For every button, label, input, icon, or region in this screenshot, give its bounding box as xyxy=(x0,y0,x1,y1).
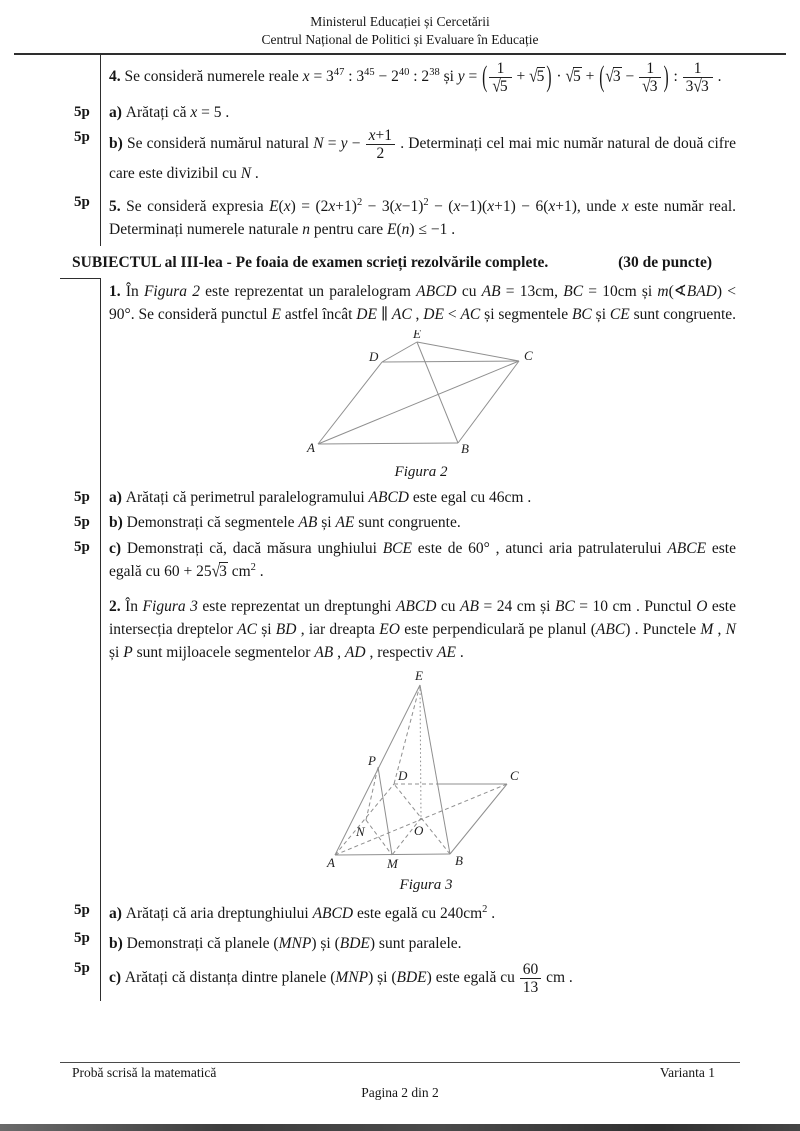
item-4b-row xyxy=(60,125,740,190)
edge-AB xyxy=(335,854,450,855)
points-label xyxy=(60,666,100,898)
figure-3-caption: Figura 3 xyxy=(399,877,453,893)
subject3-points: (30 de puncte) xyxy=(618,254,712,271)
item-2c-row xyxy=(60,956,740,1001)
edge-EC xyxy=(417,342,519,361)
vertex-label-D: D xyxy=(398,768,408,783)
edge-EO xyxy=(420,685,421,818)
item-2b-row xyxy=(60,926,740,956)
edge-NP xyxy=(366,767,378,820)
edge-NM xyxy=(366,820,392,855)
footer-exam-name: Probă scrisă la matematică xyxy=(72,1065,217,1080)
edge-BE xyxy=(420,685,450,854)
edge-AD xyxy=(335,784,394,855)
item-1c-text: c) Demonstrați că, dacă măsura unghiului BCE este de 60° , atunci aria patrulaterului ABCE este egală cu 60 + 25√3 $cm^2$ . xyxy=(100,535,740,588)
subject3-heading xyxy=(60,253,740,273)
figure-2-caption: Figura 2 xyxy=(394,464,448,480)
points-label: 5p xyxy=(74,902,90,918)
vertex-label-E: E xyxy=(413,330,421,341)
ministry-line: Ministerul Educației și Cercetării xyxy=(310,14,490,29)
points-label: 5p xyxy=(74,514,90,530)
edge-BC xyxy=(450,784,507,854)
points-label: 5p xyxy=(74,930,90,946)
document-header xyxy=(0,0,800,49)
points-label xyxy=(60,278,100,328)
vertex-label-M: M xyxy=(387,856,398,871)
points-label: 5p xyxy=(74,539,90,555)
scan-edge-artifact xyxy=(0,1124,800,1131)
vertex-label-P: P xyxy=(368,753,376,768)
vertex-label-B: B xyxy=(455,853,463,868)
vertex-label-N: N xyxy=(356,824,365,839)
footer-variant: Varianta 1 xyxy=(659,1065,715,1080)
item-2-text: 2. În Figura 3 este reprezentat un dreptunghi ABCD cu AB = 24 cm și BC = 10 cm . Punctul O este intersecția dreptelor AC și BD , iar dreapta EO este perpendiculară pe planul (ABC) . Punctele M , N și P sunt mijloacele segmentelor AB , AD , respectiv AE . xyxy=(100,588,740,666)
item-2b-text: b) Demonstrați că planele (MNP) și (BDE) sunt paralele. xyxy=(100,926,740,956)
footer-page-number: Pagina 2 din 2 xyxy=(361,1085,439,1100)
figure-2-row xyxy=(60,328,740,485)
points-label xyxy=(60,328,100,485)
item-4b-text: b) Se consideră numărul natural N = y − $\frac{x+1}{2}$ . Determinați cel mai mic număr natural de două cifre care este divizibil cu N . xyxy=(100,125,740,190)
vertex-label-O: O xyxy=(414,823,424,838)
edge-EB xyxy=(417,342,458,443)
vertex-label-A: A xyxy=(327,855,335,870)
item-1-row xyxy=(60,278,740,328)
vertex-label-B: B xyxy=(461,441,469,456)
item-1c-row xyxy=(60,535,740,588)
points-label xyxy=(60,588,100,666)
vertex-label-E: E xyxy=(415,668,423,683)
subject3-section xyxy=(60,278,740,1001)
item-4a-row xyxy=(60,100,740,125)
points-label: 5p xyxy=(74,104,90,120)
edge-AC xyxy=(318,361,519,444)
edge-DE xyxy=(382,342,417,362)
vertex-label-D: D xyxy=(369,349,379,364)
points-label: 5p xyxy=(74,194,90,210)
item-1b-text: b) Demonstrați că segmentele AB și AE sunt congruente. xyxy=(100,510,740,535)
edge-PM xyxy=(378,767,392,855)
item-5-text: 5. Se consideră expresia $E(x) = (2x+1)^2 - 3(x-1)^2 - (x-1)(x+1) - 6(x+1)$, unde x este număr real. Determinați numerele naturale n pentru care E(n) ≤ −1 . xyxy=(100,190,740,246)
figure-2-diagram xyxy=(301,330,541,460)
item-4-row xyxy=(60,55,740,100)
figure-3-container xyxy=(100,666,740,898)
vertex-label-A: A xyxy=(307,440,315,455)
vertex-label-C: C xyxy=(510,768,519,783)
item-4a-text: a) Arătați că x = 5 . xyxy=(100,100,740,125)
item-5-row xyxy=(60,190,740,246)
edge-DA xyxy=(318,362,382,444)
institution-line: Centrul Național de Politici și Evaluare în Educație xyxy=(261,32,539,47)
item-2-row xyxy=(60,588,740,666)
item-1-text: 1. În Figura 2 este reprezentat un paralelogram ABCD cu AB = 13cm, BC = 10cm și m(∢BAD) < 90°. Se consideră punctul E astfel încât DE ∥ AC , DE < AC și segmentele BC și CE sunt congruente. xyxy=(100,278,740,328)
item-2a-row xyxy=(60,898,740,926)
edge-CD xyxy=(382,361,519,362)
item-1a-text: a) Arătați că perimetrul paralelogramului ABCD este egal cu 46cm . xyxy=(100,485,740,510)
figure-2-container xyxy=(100,328,740,485)
subject3-title: SUBIECTUL al III-lea - Pe foaia de examen scrieți rezolvările complete. xyxy=(72,254,549,271)
points-label: 5p xyxy=(74,960,90,976)
item-1b-row xyxy=(60,510,740,535)
points-label: 5p xyxy=(74,489,90,505)
item-2a-text: a) Arătați că aria dreptunghiului ABCD este egală cu $240cm^2$ . xyxy=(100,898,740,926)
figure-3-row xyxy=(60,666,740,898)
item-2c-text: c) Arătați că distanța dintre planele (MNP) și (BDE) este egală cu $\frac{60}{13}$ cm . xyxy=(100,956,740,1001)
item-1a-row xyxy=(60,485,740,510)
points-label xyxy=(60,55,100,100)
vertex-label-C: C xyxy=(524,348,533,363)
page-footer xyxy=(60,1062,740,1102)
figure-3-diagram xyxy=(326,668,526,873)
edge-AB xyxy=(318,443,458,444)
subject2-section xyxy=(60,55,740,246)
item-4-text: 4. Se consideră numerele reale $x = 3^{47}$ : $3^{45} - 2^{40}$ : $2^{38}$ și y = ( $\frac{1}{√5}$ + √5 ) · √5 + (√3 − $\frac{1}{√3}$ ) : $\frac{1}{3√3}$ . xyxy=(100,55,740,100)
points-label: 5p xyxy=(74,129,90,145)
edge-BD xyxy=(394,784,450,854)
